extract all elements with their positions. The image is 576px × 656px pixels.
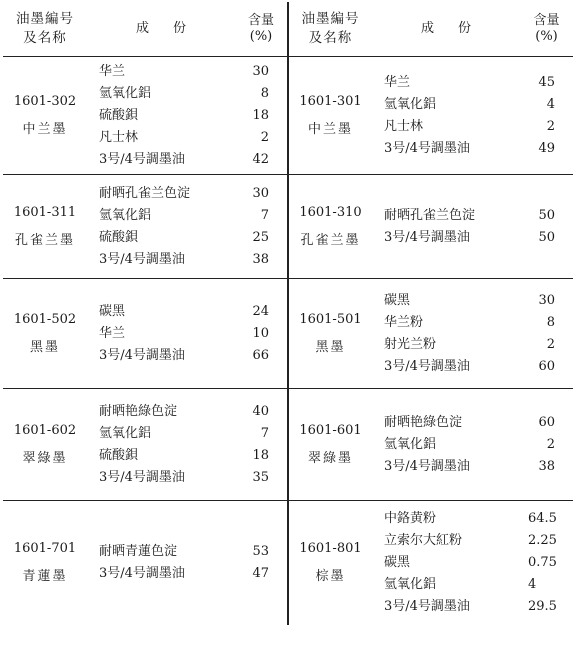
- amount-value: 53: [252, 543, 269, 559]
- amount-value: 4: [546, 96, 555, 112]
- ink-id-cell: [288, 501, 372, 625]
- amount-value: 7: [260, 207, 269, 223]
- amounts-cell: [520, 279, 573, 389]
- ink-name: 翠綠墨: [307, 450, 353, 466]
- component-item: 3号/4号調墨油: [384, 358, 470, 374]
- component-item: 3号/4号調墨油: [99, 251, 185, 267]
- table-row: [3, 57, 573, 175]
- amounts-cell: [235, 57, 288, 175]
- amount-value: 60: [538, 414, 555, 430]
- component-item: 3号/4号調墨油: [384, 140, 470, 156]
- component-item: 3号/4号調墨油: [99, 151, 185, 167]
- ink-name: 中兰墨: [22, 121, 68, 137]
- header-amount-right: 含量 (%): [520, 2, 573, 57]
- amount-value: 47: [252, 565, 269, 581]
- components-cell: [372, 175, 520, 279]
- amounts-cell: [235, 501, 288, 625]
- amounts-cell: [235, 389, 288, 501]
- amount-value: 25: [252, 229, 269, 245]
- amount-value: 2: [260, 129, 269, 145]
- amount-value: 4: [528, 576, 537, 592]
- ink-code: 1601-301: [299, 93, 362, 109]
- amounts-cell: [520, 389, 573, 501]
- amount-value: 2: [546, 436, 555, 452]
- amount-value: 38: [538, 458, 555, 474]
- ink-name: 孔雀兰墨: [300, 232, 361, 248]
- component-item: 氫氧化鋁: [384, 576, 437, 592]
- amount-value: 0.75: [528, 554, 557, 570]
- component-item: 碳黑: [99, 303, 126, 319]
- amount-value: 7: [260, 425, 269, 441]
- header-code-name: 油墨編号 及名称: [3, 2, 87, 57]
- ink-id-cell: [3, 279, 87, 389]
- ink-code: 1601-801: [299, 540, 362, 556]
- component-item: 硫酸鋇: [99, 447, 139, 463]
- component-item: 华兰: [99, 63, 126, 79]
- amount-value: 38: [252, 251, 269, 267]
- header-amount: 含量 (%): [235, 2, 288, 57]
- ink-code: 1601-502: [13, 311, 77, 327]
- component-item: 中鉻黄粉: [384, 510, 437, 526]
- amounts-cell: [520, 501, 573, 625]
- component-item: 硫酸鋇: [99, 229, 139, 245]
- ink-id-cell: [288, 175, 372, 279]
- amount-value: 29.5: [528, 598, 557, 614]
- amount-value: 30: [252, 63, 269, 79]
- amount-value: 40: [252, 403, 269, 419]
- amount-value: 18: [252, 107, 269, 123]
- component-item: 3号/4号調墨油: [99, 565, 185, 581]
- table-row: [3, 175, 573, 279]
- amount-value: 30: [538, 292, 555, 308]
- ink-code: 1601-302: [13, 93, 77, 109]
- components-cell: [372, 57, 520, 175]
- amount-value: 42: [252, 151, 269, 167]
- components-cell: [87, 57, 235, 175]
- component-item: 氫氧化鋁: [384, 436, 437, 452]
- ink-name: 青蓮墨: [22, 568, 68, 584]
- ink-code: 1601-501: [299, 311, 362, 327]
- components-cell: [372, 389, 520, 501]
- amount-value: 60: [538, 358, 555, 374]
- component-item: 3号/4号調墨油: [384, 598, 470, 614]
- component-item: 华兰粉: [384, 314, 424, 330]
- ink-name: 中兰墨: [307, 121, 353, 137]
- amount-value: 2: [546, 118, 555, 134]
- component-item: 华兰: [384, 74, 411, 90]
- component-item: 耐晒艳綠色淀: [99, 403, 178, 419]
- component-item: 硫酸鋇: [99, 107, 139, 123]
- component-item: 碳黑: [384, 292, 411, 308]
- component-item: 氫氧化鋁: [99, 207, 152, 223]
- ink-code: 1601-601: [299, 422, 362, 438]
- component-item: 华兰: [99, 325, 126, 341]
- component-item: 凡士林: [99, 129, 139, 145]
- ink-name: 黑墨: [315, 339, 346, 355]
- amount-value: 50: [538, 207, 555, 223]
- component-item: 3号/4号調墨油: [99, 469, 185, 485]
- component-item: 碳黑: [384, 554, 411, 570]
- components-cell: [87, 501, 235, 625]
- ink-name: 棕墨: [315, 568, 346, 584]
- components-cell: [87, 389, 235, 501]
- amounts-cell: [235, 175, 288, 279]
- ink-id-cell: [3, 501, 87, 625]
- amount-value: 10: [252, 325, 269, 341]
- component-item: 3号/4号調墨油: [384, 229, 470, 245]
- ink-name: 黑墨: [29, 339, 60, 355]
- ink-code: 1601-311: [13, 204, 77, 220]
- ink-code: 1601-310: [299, 204, 362, 220]
- ink-formula-table: [3, 2, 573, 654]
- ink-name: 孔雀兰墨: [14, 232, 75, 248]
- amount-value: 18: [252, 447, 269, 463]
- components-cell: [372, 501, 520, 625]
- ink-id-cell: [3, 389, 87, 501]
- component-item: 耐晒孔雀兰色淀: [384, 207, 476, 223]
- header-components-right: 成份: [372, 2, 520, 57]
- amount-value: 2: [546, 336, 555, 352]
- table-row: [3, 501, 573, 625]
- component-item: 氫氧化鋁: [99, 85, 152, 101]
- amount-value: 24: [252, 303, 269, 319]
- component-item: 耐晒孔雀兰色淀: [99, 185, 191, 201]
- ink-id-cell: [3, 57, 87, 175]
- amount-value: 8: [260, 85, 269, 101]
- amount-value: 8: [546, 314, 555, 330]
- component-item: 氫氧化鋁: [384, 96, 437, 112]
- ink-id-cell: [288, 57, 372, 175]
- table-row: [3, 389, 573, 501]
- amount-value: 64.5: [528, 510, 557, 526]
- amount-value: 50: [538, 229, 555, 245]
- amounts-cell: [520, 57, 573, 175]
- amount-value: 66: [252, 347, 269, 363]
- component-item: 氫氧化鋁: [99, 425, 152, 441]
- header-row: [3, 2, 573, 57]
- amount-value: 49: [538, 140, 555, 156]
- components-cell: [87, 279, 235, 389]
- amount-value: 2.25: [528, 532, 557, 548]
- ink-id-cell: [3, 175, 87, 279]
- component-item: 立索尔大紅粉: [384, 532, 463, 548]
- amount-value: 30: [252, 185, 269, 201]
- amounts-cell: [520, 175, 573, 279]
- component-item: 3号/4号調墨油: [384, 458, 470, 474]
- ink-code: 1601-701: [13, 540, 77, 556]
- ink-id-cell: [288, 279, 372, 389]
- component-item: 耐晒青蓮色淀: [99, 543, 178, 559]
- component-item: 射光兰粉: [384, 336, 437, 352]
- components-cell: [372, 279, 520, 389]
- component-item: 3号/4号調墨油: [99, 347, 185, 363]
- header-components: 成份: [87, 2, 235, 57]
- ink-id-cell: [288, 389, 372, 501]
- amounts-cell: [235, 279, 288, 389]
- table-row: [3, 279, 573, 389]
- components-cell: [87, 175, 235, 279]
- ink-code: 1601-602: [13, 422, 77, 438]
- component-item: 凡士林: [384, 118, 424, 134]
- amount-value: 45: [538, 74, 555, 90]
- header-code-name-right: 油墨編号 及名称: [288, 2, 372, 57]
- ink-name: 翠綠墨: [22, 450, 68, 466]
- amount-value: 35: [252, 469, 269, 485]
- component-item: 耐晒艳綠色淀: [384, 414, 463, 430]
